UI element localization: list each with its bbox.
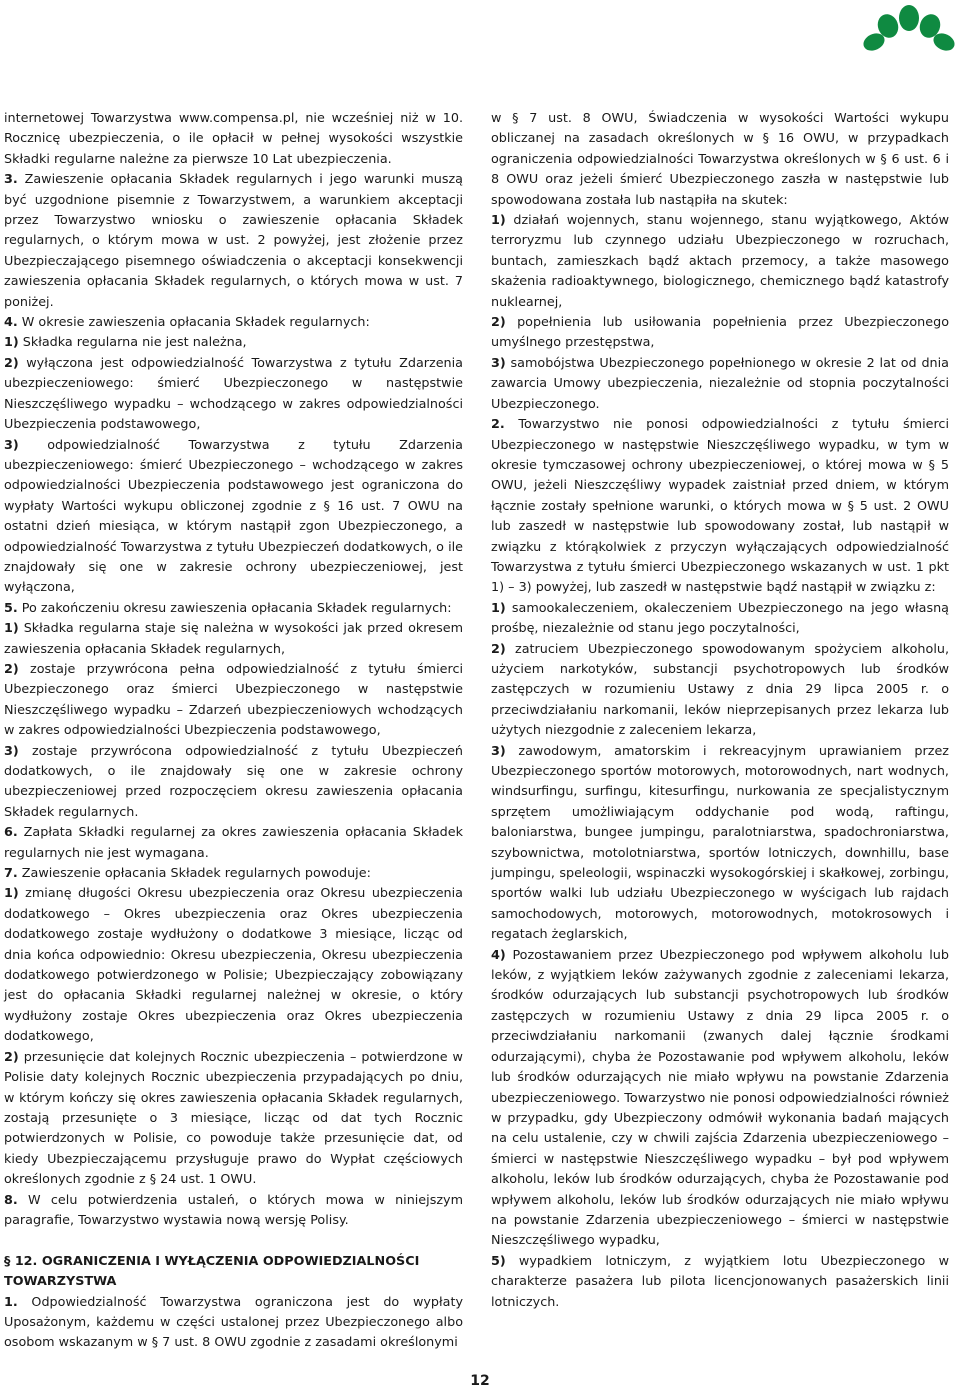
item-text: działań wojennych, stanu wojennego, stanu wyjątkowego, Aktów terroryzmu lub czynnego udziału Ubezpieczonego w rozruchach, buntach, zamieszkach bądź aktach przemocy, a także masowego skażenia radioaktywnego, biologicznego, chemicznego bądź katastrofy nuklearnej, [491,213,949,310]
leaf-fan-logo [862,4,956,54]
left-paragraphs [4,109,463,1231]
paragraph [4,333,463,353]
item-number: 2) [491,315,506,331]
item-number: 1) [4,335,19,351]
item-number: 3. [4,172,18,188]
item-number: 7. [4,866,18,882]
paragraph [4,436,463,599]
item-text: wyłączona jest odpowiedzialność Towarzystwa z tytułu Zdarzenia ubezpieczeniowego: śmierć Ubezpieczonego w następstwie Nieszczęśliwego wypadku – wchodzącego w zakres odpowiedzialności Ubezpieczenia podstawowego, [4,355,463,433]
item-number: 2) [4,355,19,371]
item-text: Składka regularna nie jest należna, [18,335,247,351]
item-number: 1) [491,600,506,616]
item-number: 4) [491,947,506,963]
item-text: zawodowym, amatorskim i rekreacyjnym uprawianiem przez Ubezpieczonego sportów motorowych, motorowodnych, nart wodnych, windsurfingu, surfingu, kitesurfingu, nurkowania ze specjalistycznym sprzętem umożliwiającym oddychanie pod wodą, raftingu, baloniarstwa, bungee jumpingu, paralotniarstwa, spadochroniarstwa, szybownictwa, motolotniarstwa, sportów lotniczych, downhillu, base jumpingu, speleologii, wspinaczki wysokogórskiej i skałkowej, zorbingu, sportów walki lub udziału Ubezpieczonego w wyścigach lub rajdach samochodowych, motorowych, motorowodnych, motokrosowych i regatach żeglarskich, [491,743,949,943]
right-column [491,109,949,1313]
item-text: zostaje przywrócona odpowiedzialność z tytułu Ubezpieczeń dodatkowych, o ile znajdowały się one w zakresie ochrony ubezpieczeniowej przed rozpoczęciem okresu zawieszenia opłacania Składek regularnych. [4,743,463,820]
left-tail-paragraphs [4,1293,463,1354]
item-text: Odpowiedzialność Towarzystwa ograniczona jest do wypłaty Uposażonym, każdemu w części ustalonej przez Ubezpieczonego albo osobom wskazanym w § 7 ust. 8 OWU zgodnie z zasadami określonymi [4,1294,463,1351]
item-number: 8. [4,1192,18,1208]
item-number: 5) [491,1253,506,1269]
paragraph [4,884,463,1047]
item-text: samookaleczeniem, okaleczeniem Ubezpieczonego na jego własną prośbę, niezależnie od stanu jego poczytalności, [491,600,949,637]
paragraph [491,742,949,946]
item-text: zmianę długości Okresu ubezpieczenia oraz Okresu ubezpieczenia dodatkowego – Okres ubezpieczenia oraz Okres ubezpieczenia dodatkowego zostaje wydłużony o dodatkowe 3 miesiące, licząc od dnia końca odpowiednio: Okresu ubezpieczenia, Okresu ubezpieczenia dodatkowego potwierdzonego w Polisie; Ubezpieczający zobowiązany jest do opłacania Składki regularnej należnej w okresie, o który wydłużony zostaje Okres ubezpieczenia oraz Okres ubezpieczenia dodatkowego, [4,886,463,1045]
item-number: 3) [491,355,506,371]
item-text: Zawieszenie opłacania Składek regularnych powoduje: [17,866,371,882]
item-number: 5. [4,600,18,616]
paragraph [491,599,949,640]
item-text: Zapłata Składki regularnej za okres zawieszenia opłacania Składek regularnych nie jest wymagana. [4,825,463,861]
item-number: 1. [4,1294,18,1310]
paragraph [4,313,463,333]
page-number: 12 [470,1373,490,1389]
paragraph [4,742,463,824]
item-text: przesunięcie dat kolejnych Rocznic ubezpieczenia – potwierdzone w Polisie daty kolejnych Rocznic ubezpieczenia przypadających po dniu, w którym kończy się okres zawieszenia opłacania Składek regularnych, zostają przesunięte o 3 miesiące, licząc od dat tych Rocznic potwierdzonych w Polisie, co powoduje także przesunięcie dat, od kiedy Ubezpieczającemu przysługuje prawo do Wypłat częściowych określonych zgodnie z § 24 ust. 1 OWU. [4,1049,463,1188]
item-text: Pozostawaniem przez Ubezpieczonego pod wpływem alkoholu lub leków, z wyjątkiem leków zażywanych zgodnie z zaleceniami lekarza, środków odurzających lub substancji psychotropowych lub środków zastępczych w rozumieniu Ustawy z dnia 29 lipca 2005 r. o przeciwdziałaniu narkomanii (zwanych dalej łącznie środkami odurzającymi), chyba że Pozostawanie pod wpływem alkoholu, leków lub środków odurzających nie miało wpływu na powstanie Zdarzenia ubezpieczeniowego. Towarzystwo nie ponosi odpowiedzialności również w przypadku, gdy Ubezpieczony odmówił wykonania badań mających na celu ustalenie, czy w chwili zajścia Zdarzenia ubezpieczeniowego – śmierci w następstwie Nieszczęśliwego wypadku – był pod wpływem alkoholu, leków lub środków odurzających, chyba że Pozostawanie pod wpływem alkoholu, leków lub środków odurzających nie miało wpływu na powstanie Zdarzenia ubezpieczeniowego – śmierci w następstwie Nieszczęśliwego wypadku, [491,947,949,1249]
paragraph [4,1293,463,1354]
paragraph [4,660,463,742]
paragraph [4,823,463,864]
paragraph [491,354,949,415]
paragraph [4,1048,463,1191]
item-number: 2) [491,641,506,657]
item-text: W celu potwierdzenia ustaleń, o których mowa w niniejszym paragrafie, Towarzystwo wystawia nową wersję Polisy. [4,1192,463,1228]
item-text: w § 7 ust. 8 OWU, Świadczenia w wysokości Wartości wykupu obliczanej na zasadach określonych w § 16 OWU, w przypadkach ograniczenia odpowiedzialności Towarzystwa określonych w § 6 ust. 6 i 8 OWU oraz jeżeli śmierć Ubezpieczonego zaszła w następstwie lub spowodowana została lub nastąpiła na skutek: [491,111,949,208]
left-column [4,109,463,1354]
item-text: W okresie zawieszenia opłacania Składek regularnych: [17,315,370,331]
item-text: Składka regularna staje się należna w wysokości jak przed okresem zawieszenia opłacania Składek regularnych, [4,621,463,657]
item-text: zostaje przywrócona pełna odpowiedzialność z tytułu śmierci Ubezpieczonego oraz śmierci Ubezpieczonego w następstwie Nieszczęśliwego wypadku – Zdarzeń ubezpieczeniowych wchodzących w zakres odpowiedzialności Ubezpieczenia podstawowego, [4,661,463,739]
paragraph [4,599,463,619]
item-text: odpowiedzialność Towarzystwa z tytułu Zdarzenia ubezpieczeniowego: śmierć Ubezpieczonego – wchodzącego w zakres odpowiedzialności Ubezpieczenia podstawowego jest ograniczona do wypłaty Wartości wykupu obliczonej zgodnie z § 16 ust. 7 OWU na ostatni dzień miesiąca, w którym nastąpił zgon Ubezpieczonego, a odpowiedzialność Towarzystwa z tytułu Ubezpieczeń dodatkowych, o ile znajdowały się one w zakresie ochrony ubezpieczeniowej, jest wyłączona, [4,437,463,596]
paragraph [491,109,949,211]
paragraph [491,415,949,599]
paragraph [4,864,463,884]
item-text: popełnienia lub usiłowania popełnienia przez Ubezpieczonego umyślnego przestępstwa, [491,315,949,351]
item-number: 1) [491,213,506,229]
item-number: 3) [491,743,506,759]
item-text: samobójstwa Ubezpieczonego popełnionego w okresie 2 lat od dnia zawarcia Umowy ubezpieczenia, niezależnie od stopnia poczytalności Ubezpieczonego. [491,355,949,412]
paragraph [491,1252,949,1313]
item-text: Po zakończeniu okresu zawieszenia opłacania Składek regularnych: [17,600,452,616]
paragraph [4,354,463,436]
paragraph [491,946,949,1252]
paragraph [491,313,949,354]
section-gap [4,1231,463,1251]
item-number: 1) [4,886,19,902]
item-text: internetowej Towarzystwa www.compensa.pl, nie wcześniej niż w 10. Rocznicę ubezpieczenia, o ile opłacił w pełnej wysokości wszystkie Składki regularne należne za pierwsze 10 Lat ubezpieczenia. [4,111,463,167]
item-number: 2) [4,661,19,677]
item-number: 2) [4,1049,19,1065]
right-paragraphs [491,109,949,1313]
item-number: 6. [4,825,18,841]
paragraph [491,640,949,742]
paragraph [4,619,463,660]
item-number: 2. [491,417,505,433]
paragraph [4,1191,463,1232]
item-number: 3) [4,743,19,759]
paragraph [4,170,463,313]
item-number: 1) [4,621,19,637]
paragraph [491,211,949,313]
section-heading: § 12. OGRANICZENIA I WYŁĄCZENIA ODPOWIEDZIALNOŚCI TOWARZYSTWA [4,1253,420,1290]
item-text: zatruciem Ubezpieczonego spowodowanym spożyciem alkoholu, użyciem narkotyków, substancji psychotropowych lub środków zastępczych w rozumieniu Ustawy z dnia 29 lipca 2005 r. o przeciwdziałaniu narkomanii, leków nieprzepisanych przez lekarza lub użytych niezgodnie z zaleceniem lekarza, [491,641,949,739]
paragraph [4,109,463,170]
item-text: wypadkiem lotniczym, z wyjątkiem lotu Ubezpieczonego w charakterze pasażera lub pilota licencjonowanych pasażerskich linii lotniczych. [491,1253,949,1310]
item-text: Zawieszenie opłacania Składek regularnych i jego warunki muszą być uzgodnione pisemnie z Towarzystwem, a warunkiem akceptacji przez Towarzystwo wniosku o zawieszenie opłacania Składek regularnych, o którym mowa w ust. 2 powyżej, jest złożenie przez Ubezpieczającego pisemnego oświadczenia o akceptacji konsekwencji zawieszenia opłacania Składek regularnych, o których mowa w ust. 7 poniżej. [4,172,463,310]
item-text: Towarzystwo nie ponosi odpowiedzialności z tytułu śmierci Ubezpieczonego w następstwie Nieszczęśliwego wypadku, w tym w okresie tymczasowej ochrony ubezpieczeniowej, o której mowa w § 5 OWU, jeżeli Nieszczęśliwy wypadek zaistniał przed dniem, w którym łącznie zostały spełnione warunki, o których mowa w § 5 ust. 2 OWU lub zaszedł w następstwie lub spowodowany został, lub nastąpił w związku z którąkolwiek z przyczyn wyłączających odpowiedzialność Towarzystwa z tytułu śmierci Ubezpieczonego wskazanych w ust. 1 pkt 1) – 3) powyżej, lub zaszedł w następstwie bądź nastąpił w związku z: [491,417,949,596]
item-number: 4. [4,315,18,331]
item-number: 3) [4,437,19,453]
